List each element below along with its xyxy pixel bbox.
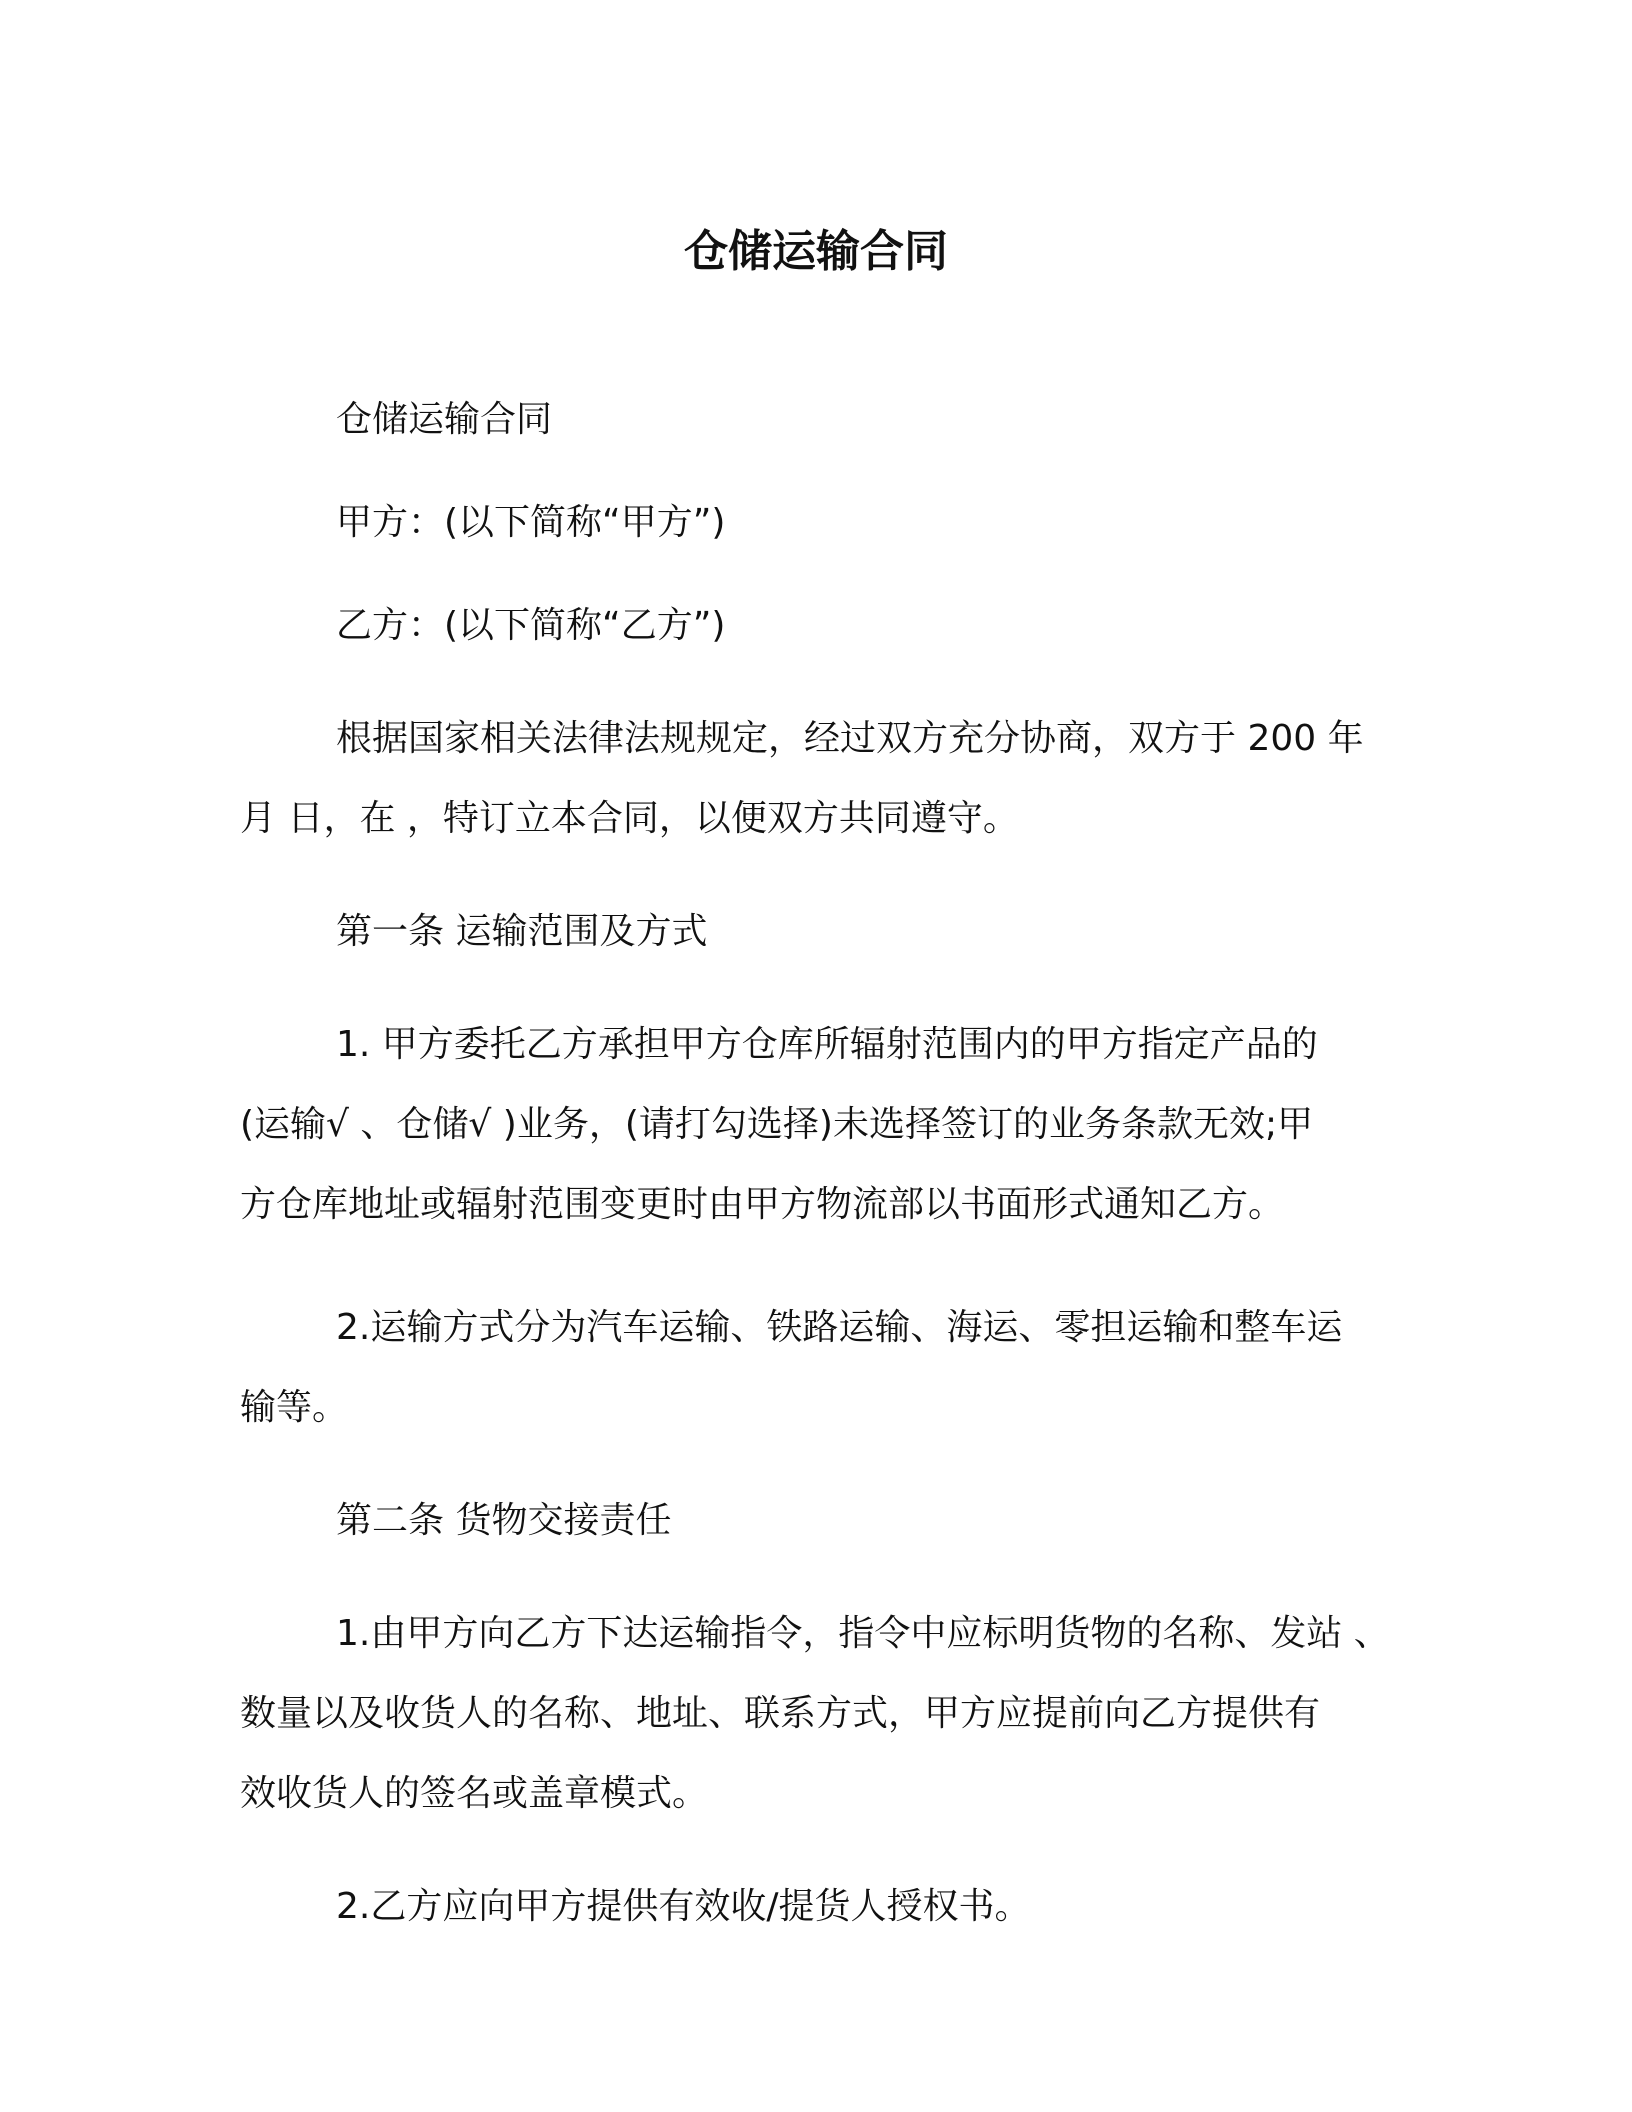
paragraph-party-a [240,493,1408,553]
paragraph-article2-item2 [240,1877,1408,1937]
paragraph-article1-item2 [240,1288,1408,1448]
paragraph-party-b [240,596,1408,656]
paragraph-line: (运输√ 、仓储√ )业务，(请打勾选择)未选择签订的业务条款无效;甲 [240,1104,1314,1145]
paragraph-line: 1.由甲方向乙方下达运输指令，指令中应标明货物的名称、发站 、 [336,1613,1390,1654]
article-heading-1 [240,902,1408,962]
paragraph-line: 2.乙方应向甲方提供有效收/提货人授权书。 [336,1886,1031,1927]
paragraph-line: 数量以及收货人的名称、地址、联系方式，甲方应提前向乙方提供有 [240,1693,1321,1734]
paragraph-article1-item1 [240,1005,1408,1245]
paragraph-line: 第一条 运输范围及方式 [336,911,708,952]
paragraph-line: 效收货人的签名或盖章模式。 [240,1773,709,1814]
paragraph-line: 2.运输方式分为汽车运输、铁路运输、海运、零担运输和整车运 [336,1307,1343,1348]
document-body [240,390,1408,1980]
paragraph-line: 月 日，在 ，特订立本合同，以便双方共同遵守。 [240,798,1019,839]
paragraph-subtitle [240,390,1408,450]
paragraph-line: 甲方：(以下简称“甲方”) [336,502,726,543]
paragraph-line: 根据国家相关法律法规规定，经过双方充分协商，双方于 200 年 [336,718,1364,759]
paragraph-line: 1. 甲方委托乙方承担甲方仓库所辐射范围内的甲方指定产品的 [336,1024,1318,1065]
document-title: 仓储运输合同 [684,226,948,277]
paragraph-line: 输等。 [240,1387,349,1428]
paragraph-article2-item1 [240,1594,1408,1834]
article-heading-2 [240,1491,1408,1551]
paragraph-line: 方仓库地址或辐射范围变更时由甲方物流部以书面形式通知乙方。 [240,1184,1285,1225]
paragraph-line: 仓储运输合同 [336,399,553,440]
paragraph-line: 乙方：(以下简称“乙方”) [336,605,726,646]
paragraph-line: 第二条 货物交接责任 [336,1500,672,1541]
paragraph-preamble [240,699,1408,859]
